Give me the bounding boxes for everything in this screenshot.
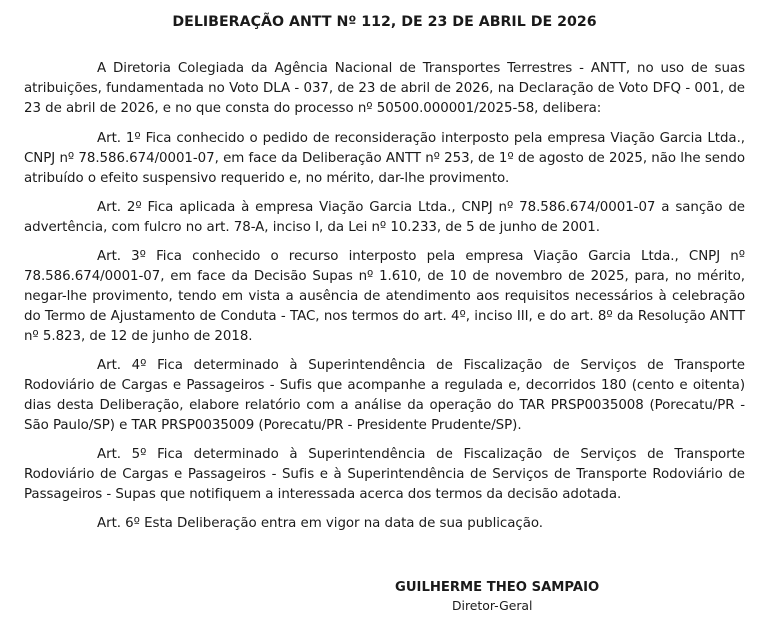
document-title: DELIBERAÇÃO ANTT Nº 112, DE 23 DE ABRIL DE 2026 [172, 14, 597, 30]
article-5-paragraph: Art. 5º Fica determinado à Superintendência de Fiscalização de Serviços de Transporte Rodoviário de Cargas e Passageiros - Sufis e à Superintendência de Serviços de Transporte Rodoviário de Passageiros - Supas que notifiquem a interessada acerca dos termos da decisão adotada. [24, 447, 745, 502]
article-6-paragraph: Art. 6º Esta Deliberação entra em vigor na data de sua publicação. [97, 516, 543, 531]
signatory-role: Diretor-Geral [452, 598, 533, 613]
signatory-name: GUILHERME THEO SAMPAIO [395, 580, 600, 595]
article-1-paragraph: Art. 1º Fica conhecido o pedido de reconsideração interposto pela empresa Viação Garcia Ltda., CNPJ nº 78.586.674/0001-07, em face da Deliberação ANTT nº 253, de 1º de agosto de 2025, não lhe sendo atribuído o efeito suspensivo requerido e, no mérito, dar-lhe provimento. [24, 131, 745, 186]
article-4-paragraph: Art. 4º Fica determinado à Superintendência de Fiscalização de Serviços de Transporte Rodoviário de Cargas e Passageiros - Sufis que acompanhe a regulada e, decorridos 180 (cento e oitenta) dias desta Deliberação, elabore relatório com a análise da operação do TAR PRSP0035008 (Porecatu/PR - São Paulo/SP) e TAR PRSP0035009 (Porecatu/PR - Presidente Prudente/SP). [24, 358, 745, 433]
article-3-paragraph: Art. 3º Fica conhecido o recurso interposto pela empresa Viação Garcia Ltda., CNPJ nº 78.586.674/0001-07, em face da Decisão Supas nº 1.610, de 10 de novembro de 2025, para, no mérito, negar-lhe provimento, tendo em vista a ausência de atendimento aos requisitos necessários à celebração do Termo de Ajustamento de Conduta - TAC, nos termos do art. 4º, inciso III, e do art. 8º da Resolução ANTT nº 5.823, de 12 de junho de 2018. [24, 249, 745, 344]
intro-paragraph: A Diretoria Colegiada da Agência Nacional de Transportes Terrestres - ANTT, no uso de suas atribuições, fundamentada no Voto DLA - 037, de 23 de abril de 2026, na Declaração de Voto DFQ - 001, de 23 de abril de 2026, e no que consta do processo nº 50500.000001/2025-58, delibera: [24, 61, 745, 116]
article-2-paragraph: Art. 2º Fica aplicada à empresa Viação Garcia Ltda., CNPJ nº 78.586.674/0001-07 a sanção de advertência, com fulcro no art. 78-A, inciso I, da Lei nº 10.233, de 5 de junho de 2001. [24, 200, 745, 235]
